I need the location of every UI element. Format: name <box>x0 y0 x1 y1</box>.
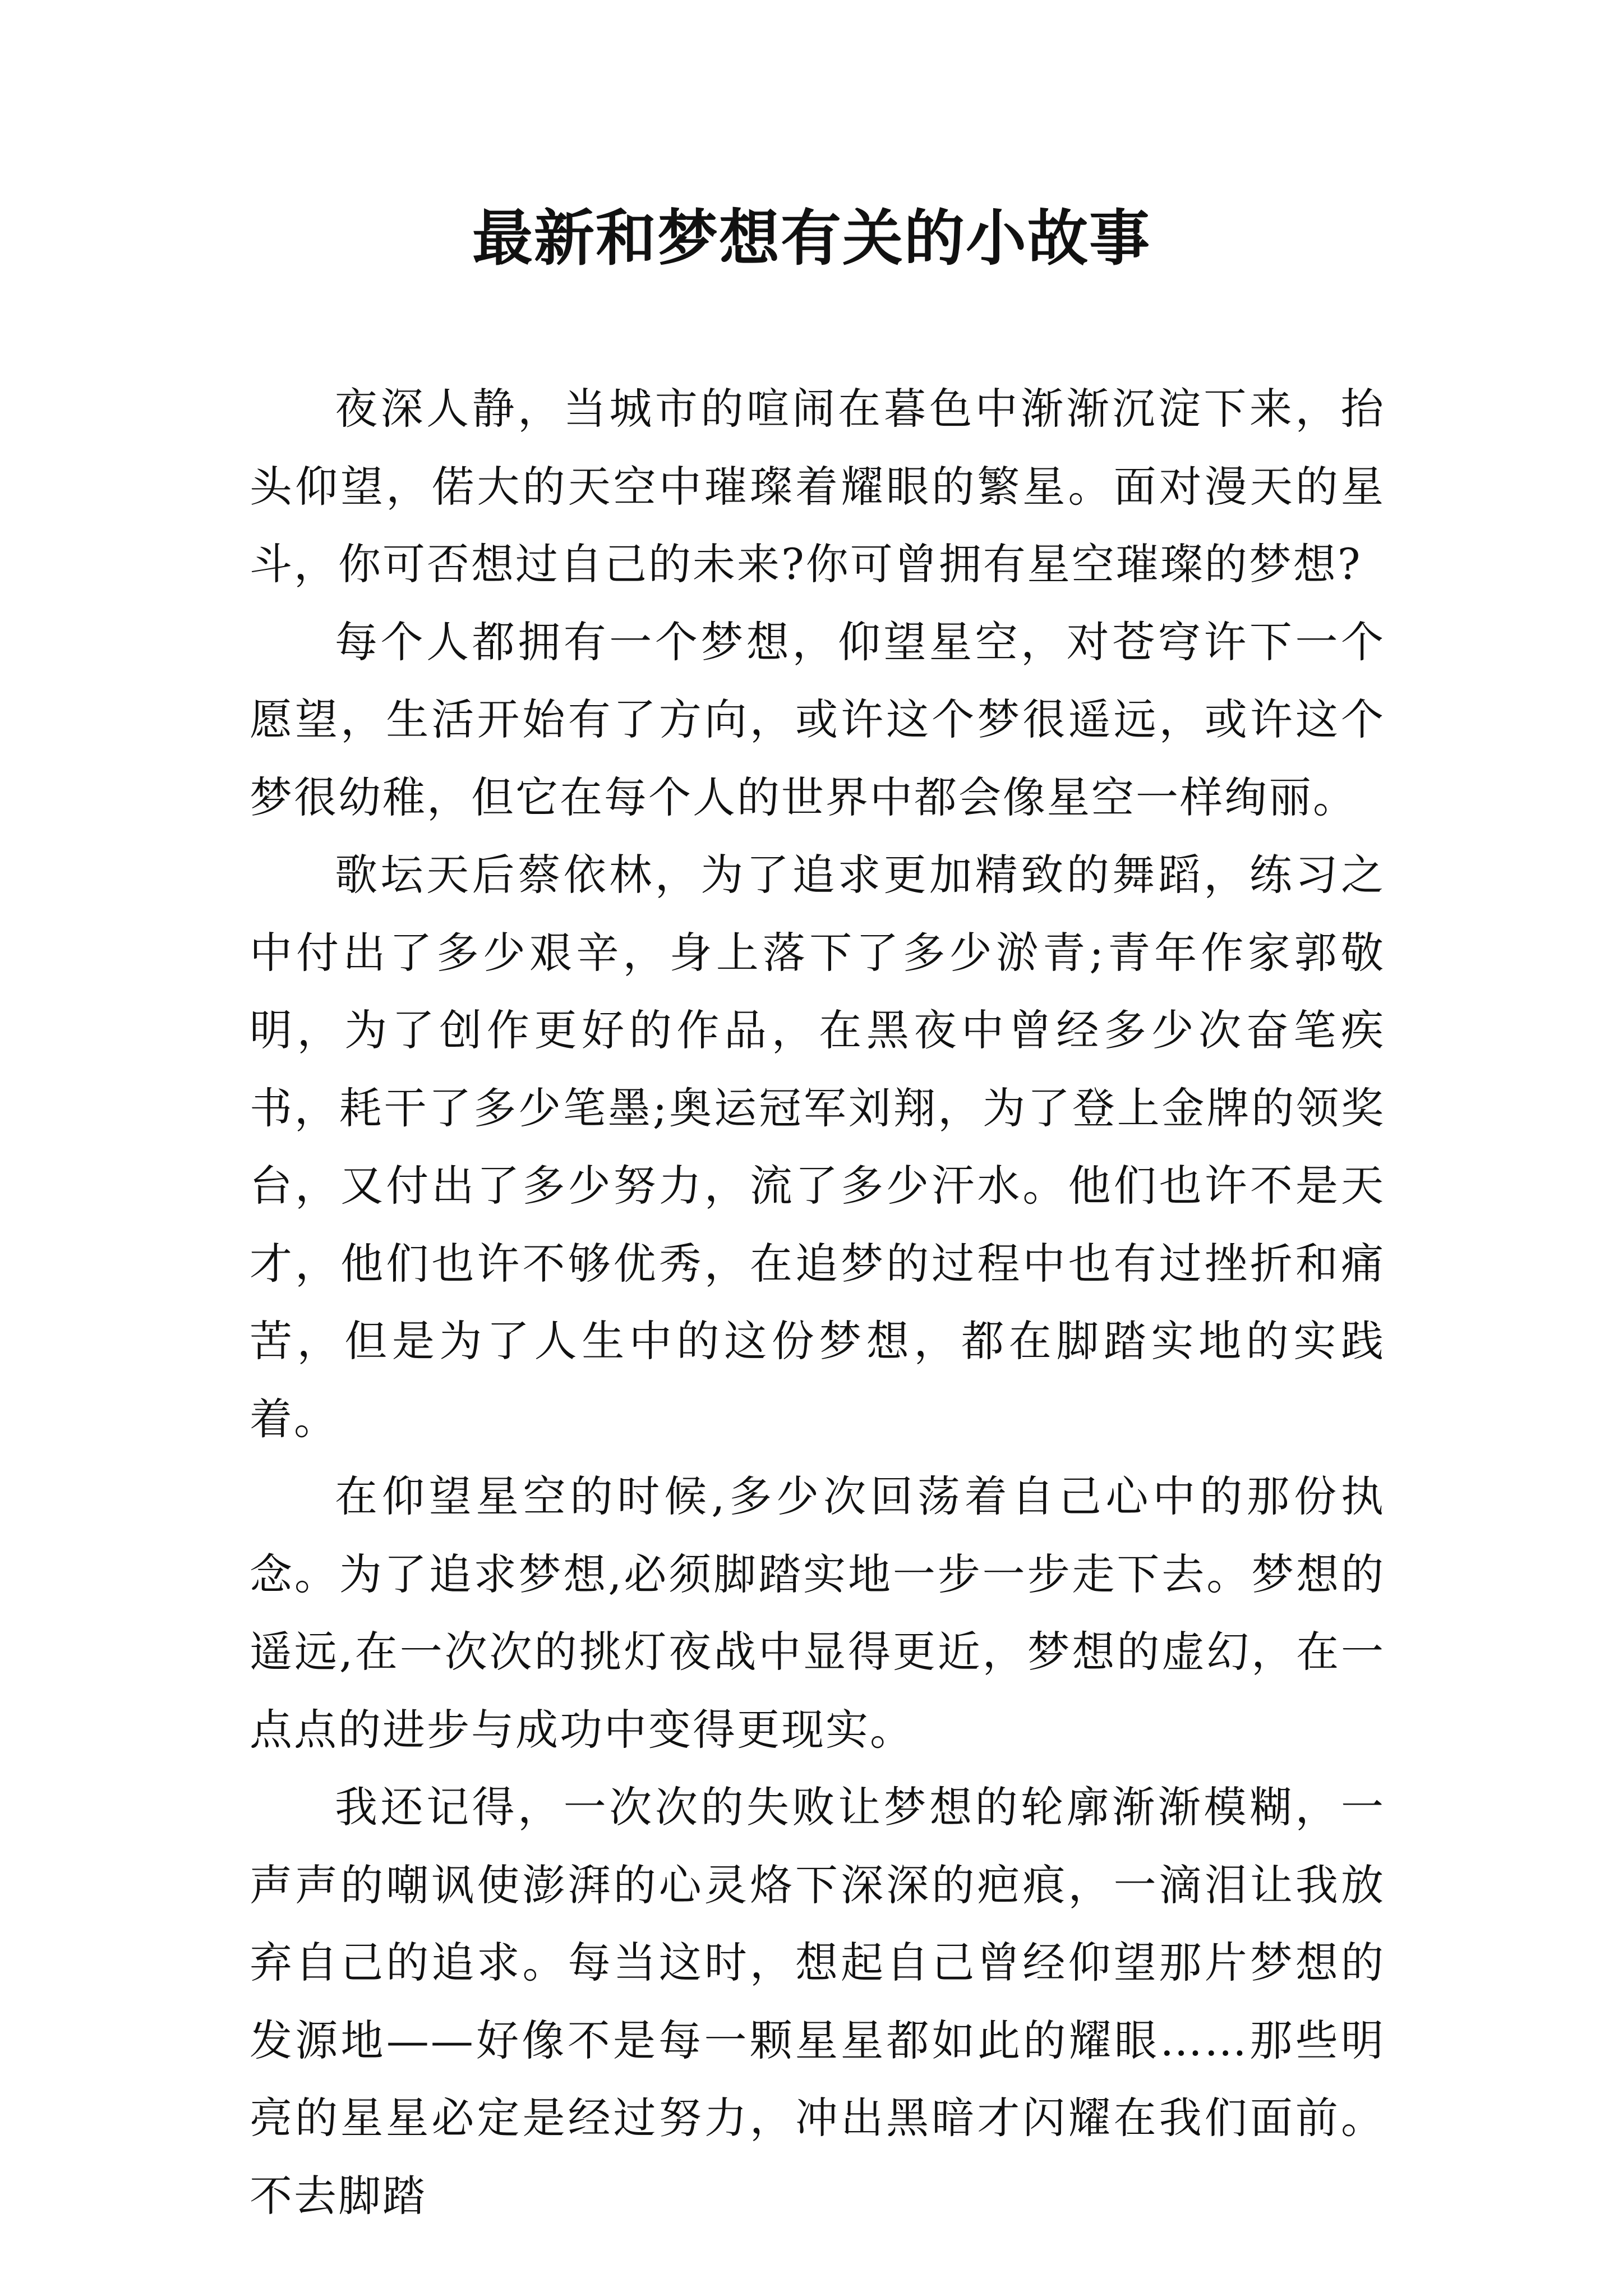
paragraph-4: 在仰望星空的时候,多少次回荡着自己心中的那份执念。为了追求梦想,必须脚踏实地一步一步走下去。梦想的遥远,在一次次的挑灯夜战中显得更近，梦想的虚幻，在一点点的进步与成功中变得更现实。 <box>250 1471 1385 1755</box>
paragraph-1: 夜深人静，当城市的喧闹在暮色中渐渐沉淀下来，抬头仰望，偌大的天空中璀璨着耀眼的繁星。面对漫天的星斗，你可否想过自己的未来?你可曾拥有星空璀璨的梦想? <box>250 384 1385 589</box>
paragraph-3: 歌坛天后蔡依林，为了追求更加精致的舞蹈，练习之中付出了多少艰辛，身上落下了多少淤青;青年作家郭敬明，为了创作更好的作品，在黑夜中曾经多少次奋笔疾书，耗干了多少笔墨;奥运冠军刘翔，为了登上金牌的领奖台，又付出了多少努力，流了多少汗水。他们也许不是天才，他们也许不够优秀，在追梦的过程中也有过挫折和痛苦，但是为了人生中的这份梦想，都在脚踏实地的实践着。 <box>250 850 1385 1444</box>
page-title: 最新和梦想有关的小故事 <box>472 203 1151 274</box>
paragraph-2: 每个人都拥有一个梦想，仰望星空，对苍穹许下一个愿望，生活开始有了方向，或许这个梦很遥远，或许这个梦很幼稚，但它在每个人的世界中都会像星空一样绚丽。 <box>250 616 1385 822</box>
paragraph-5: 我还记得，一次次的失败让梦想的轮廓渐渐模糊，一声声的嘲讽使澎湃的心灵烙下深深的疤痕，一滴泪让我放弃自己的追求。每当这时，想起自己曾经仰望那片梦想的发源地——好像不是每一颗星星都如此的耀眼……那些明亮的星星必定是经过努力，冲出黑暗才闪耀在我们面前。不去脚踏 <box>250 1782 1385 2221</box>
document-body <box>250 370 1385 2235</box>
